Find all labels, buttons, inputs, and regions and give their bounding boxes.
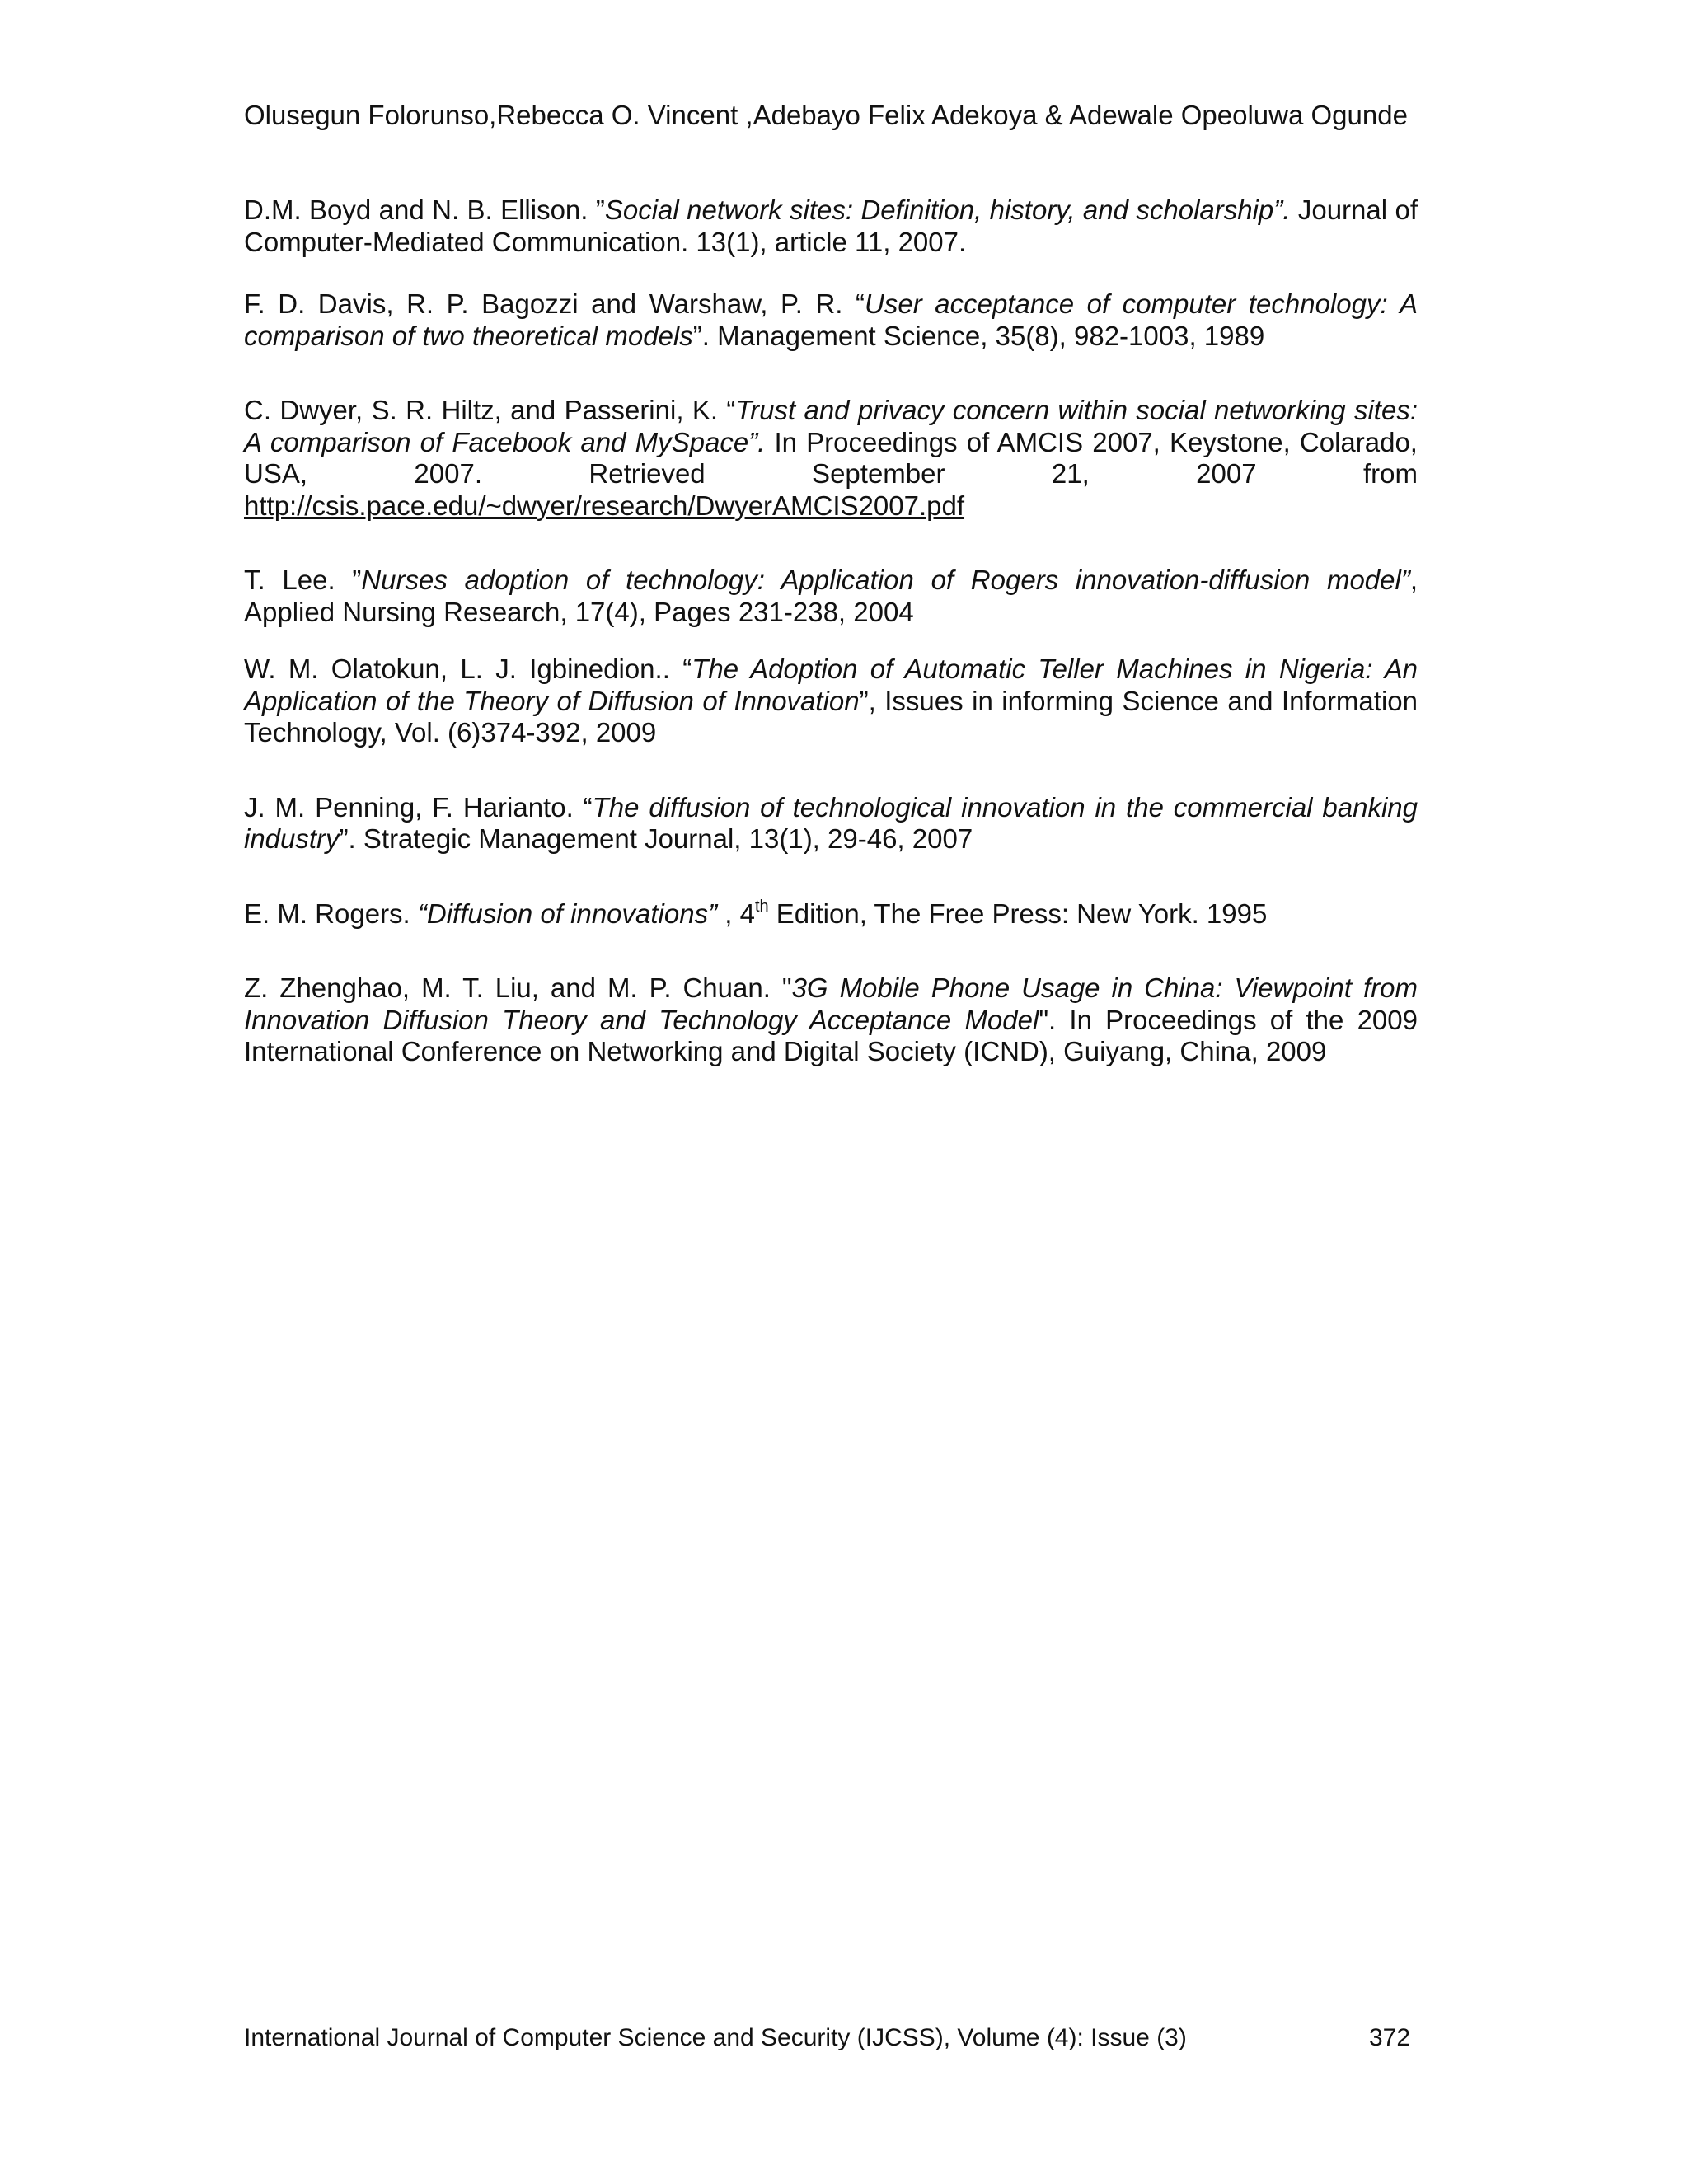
edition-superscript: th <box>754 897 769 916</box>
reference-authors: D.M. Boyd and N. B. Ellison. ” <box>244 194 605 225</box>
reference-details: Edition, The Free Press: New York. 1995 <box>768 898 1268 929</box>
reference-title: Social network sites: Definition, history, and scholarship”. <box>604 194 1291 225</box>
reference-authors: E. M. Rogers. <box>244 898 418 929</box>
reference-details: ”, Issues in informing Science and Information Technology, Vol. (6)374-392, 2009 <box>244 685 1418 748</box>
reference-item <box>244 792 1418 855</box>
footer-journal: International Journal of Computer Science and Security (IJCSS), Volume (4): Issue (3) <box>244 2024 1187 2051</box>
reference-item <box>244 565 1418 628</box>
reference-item <box>244 972 1418 1068</box>
reference-item <box>244 288 1418 352</box>
running-header <box>244 97 1418 134</box>
page-footer <box>244 2022 1418 2055</box>
reference-title: User acceptance of computer technology: A comparison of two theoretical models <box>244 288 1418 351</box>
reference-authors: T. Lee. ” <box>244 565 362 595</box>
reference-authors: C. Dwyer, S. R. Hiltz, and Passerini, K. “ <box>244 395 736 425</box>
reference-authors: Z. Zhenghao, M. T. Liu, and M. P. Chuan. " <box>244 972 792 1003</box>
reference-edition: , 4 <box>717 898 755 929</box>
reference-title: The Adoption of Automatic Teller Machines in Nigeria: An Application of the Theory of Diffusion of Innovation <box>244 654 1418 716</box>
reference-item <box>244 898 1418 930</box>
reference-details: In Proceedings of AMCIS 2007, Keystone, Colarado, USA, 2007. Retrieved September 21, 2007 from <box>244 426 1418 489</box>
reference-details: , Applied Nursing Research, 17(4), Pages 231-238, 2004 <box>244 565 1418 627</box>
reference-title: The diffusion of technological innovation in the commercial banking industry <box>244 791 1418 854</box>
reference-item <box>244 395 1418 522</box>
reference-details: Journal of Computer-Mediated Communication. 13(1), article 11, 2007. <box>244 194 1418 257</box>
reference-details: ”. Management Science, 35(8), 982-1003, 1989 <box>692 320 1265 351</box>
reference-title: 3G Mobile Phone Usage in China: Viewpoint from Innovation Diffusion Theory and Technology Acceptance Model <box>244 972 1418 1035</box>
reference-title: Trust and privacy concern within social networking sites: A comparison of Facebook and MySpace”. <box>244 395 1418 457</box>
reference-authors: W. M. Olatokun, L. J. Igbinedion.. “ <box>244 654 692 684</box>
reference-title: “Diffusion of innovations” <box>417 898 718 929</box>
reference-authors: F. D. Davis, R. P. Bagozzi and Warshaw, P. R. “ <box>244 288 865 319</box>
reference-title: Nurses adoption of technology: Application of Rogers innovation-diffusion model” <box>361 565 1410 595</box>
reference-details: ". In Proceedings of the 2009 International Conference on Networking and Digital Society (ICND), Guiyang, China, 2009 <box>244 1004 1418 1066</box>
reference-item <box>244 194 1418 258</box>
reference-details: ”. Strategic Management Journal, 13(1), 29-46, 2007 <box>339 823 973 854</box>
header-authors: Olusegun Folorunso,Rebecca O. Vincent ,Adebayo Felix Adekoya & Adewale Opeoluwa Ogunde <box>244 100 1408 130</box>
page-number: 372 <box>1369 2024 1411 2051</box>
reference-item <box>244 654 1418 749</box>
reference-authors: J. M. Penning, F. Harianto. “ <box>244 791 593 823</box>
reference-list <box>244 194 1418 1068</box>
reference-url-link[interactable]: http://csis.pace.edu/~dwyer/research/DwyerAMCIS2007.pdf <box>244 490 965 521</box>
